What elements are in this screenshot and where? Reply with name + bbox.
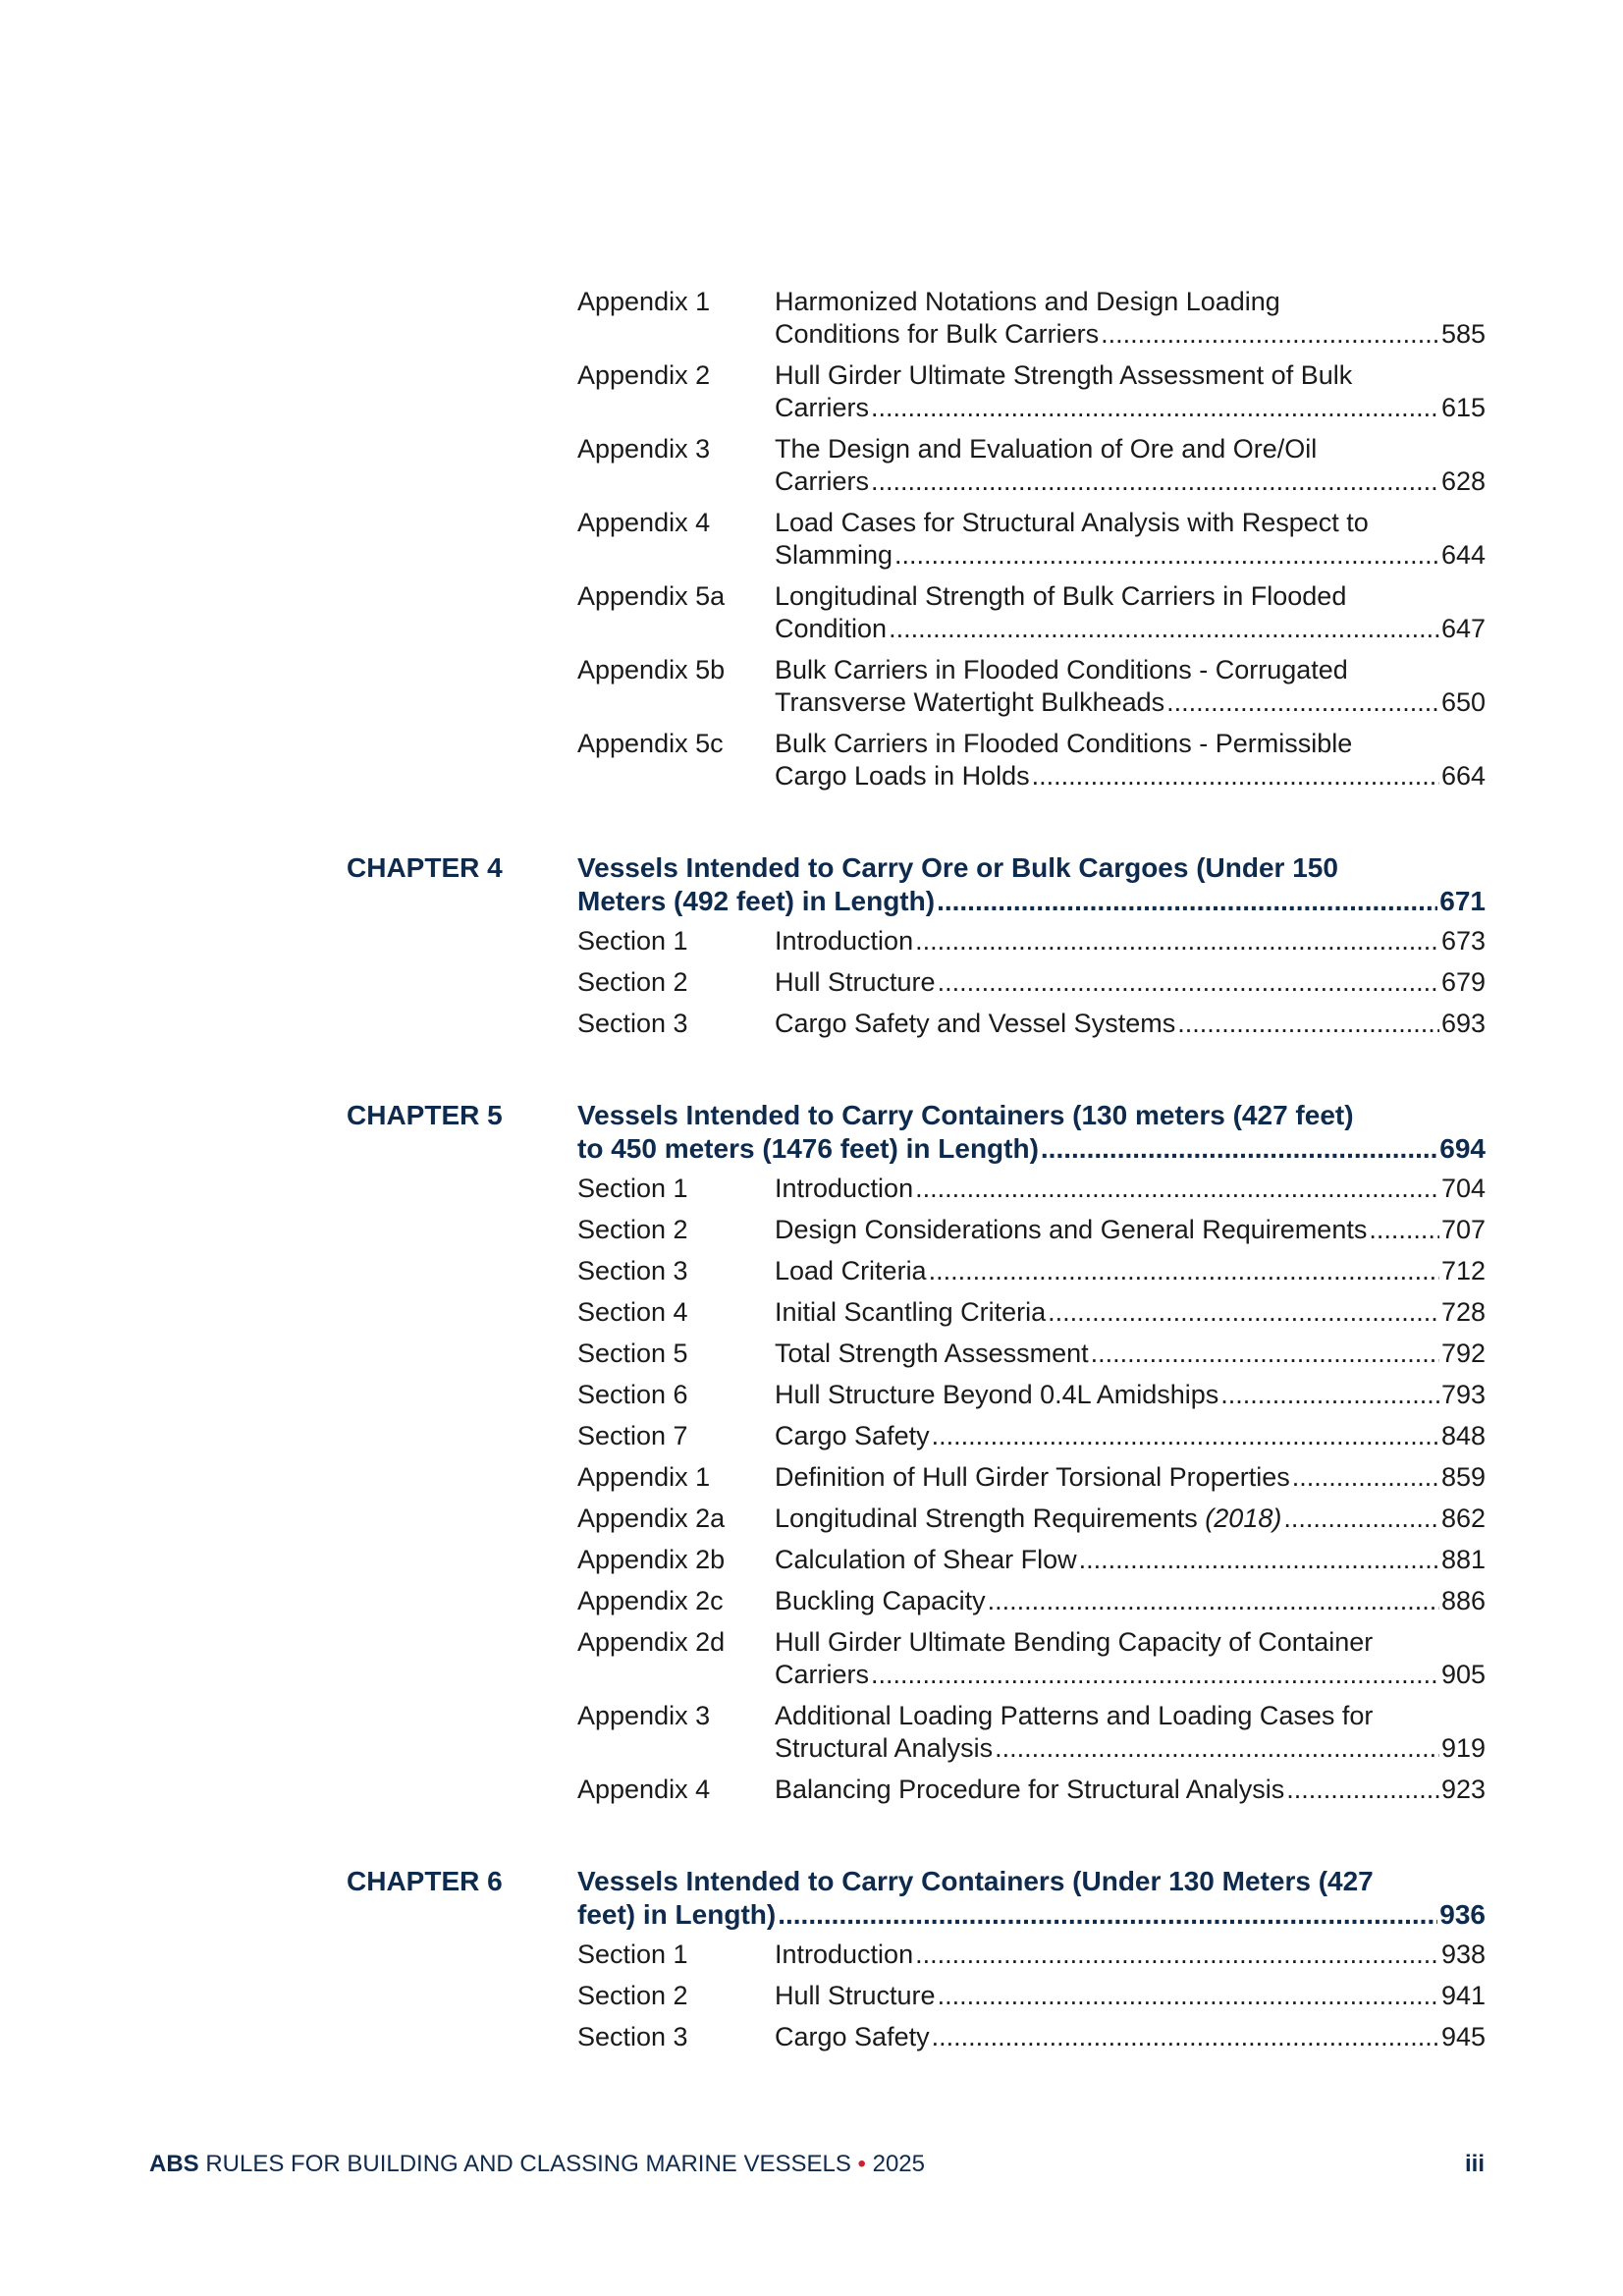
entry-title-main: Carriers <box>775 466 870 496</box>
entry-label: Section 1 <box>577 1940 688 1969</box>
toc-entry <box>0 575 1623 649</box>
entry-title-note: (2018) <box>1205 1503 1282 1533</box>
toc-entry <box>0 1934 1623 1975</box>
entry-label: Appendix 2c <box>577 1586 724 1615</box>
chapter-label: CHAPTER 5 <box>347 1100 503 1130</box>
entry-title-line2 <box>775 1659 1486 1691</box>
footer-year: 2025 <box>865 2151 925 2177</box>
leader-dots <box>1369 1214 1439 1246</box>
leader-dots <box>988 1585 1439 1617</box>
entry-title-line1: The Design and Evaluation of Ore and Ore/Oil <box>775 434 1318 464</box>
leader-dots <box>1041 1132 1437 1166</box>
entry-title-main: Carriers <box>775 1660 870 1689</box>
entry-title <box>775 1774 1486 1806</box>
entry-page: 664 <box>1440 761 1486 791</box>
toc-entry <box>0 428 1623 502</box>
entry-title <box>775 433 1486 498</box>
entry-title <box>775 925 1486 957</box>
chapter-title-line1: Vessels Intended to Carry Ore or Bulk Cargoes (Under 150 <box>577 852 1338 883</box>
toc-entry <box>0 1415 1623 1456</box>
leader-dots <box>1286 1774 1439 1806</box>
entry-title-main: Cargo Loads in Holds <box>775 761 1030 791</box>
entry-title-text <box>775 1008 1175 1040</box>
entry-label: Section 3 <box>577 1256 688 1285</box>
entry-page: 923 <box>1440 1775 1486 1804</box>
leader-dots <box>995 1732 1439 1765</box>
entry-label: Appendix 5c <box>577 729 724 758</box>
entry-label: Appendix 2 <box>577 360 711 390</box>
entry-label: Appendix 5b <box>577 655 726 684</box>
toc-entry <box>0 355 1623 428</box>
chapter-title-line1: Vessels Intended to Carry Containers (Under 130 Meters (427 <box>577 1866 1374 1896</box>
entry-title-text <box>775 1296 1046 1329</box>
entry-page: 647 <box>1440 614 1486 643</box>
toc-entry <box>0 502 1623 575</box>
entry-label: Appendix 4 <box>577 1775 711 1804</box>
page-number: iii <box>1465 2151 1486 2177</box>
entry-page: 881 <box>1440 1545 1486 1574</box>
toc-entry <box>0 1498 1623 1539</box>
chapter-heading <box>0 1859 1623 1934</box>
footer-publication: RULES FOR BUILDING AND CLASSING MARINE VESSELS <box>198 2151 858 2177</box>
entry-title <box>775 1296 1486 1329</box>
entry-title-main: Cargo Safety and Vessel Systems <box>775 1009 1176 1038</box>
entry-page: 728 <box>1440 1297 1486 1327</box>
leader-dots <box>937 885 1437 918</box>
entry-page: 905 <box>1440 1660 1486 1689</box>
entry-title-text <box>775 1774 1284 1806</box>
entry-title-text <box>775 1214 1367 1246</box>
chapter-title-end: feet) in Length) <box>577 1899 777 1930</box>
toc-entry <box>0 1250 1623 1291</box>
leader-dots <box>1166 686 1439 719</box>
entry-title-line2 <box>775 1461 1486 1494</box>
leader-dots <box>1079 1544 1439 1576</box>
entry-title <box>775 1173 1486 1205</box>
entry-title-main: Transverse Watertight Bulkheads <box>775 687 1165 717</box>
entry-page: 941 <box>1440 1981 1486 2010</box>
entry-title-text <box>775 1173 913 1205</box>
entry-label: Appendix 5a <box>577 581 726 611</box>
entry-page: 919 <box>1440 1733 1486 1763</box>
entry-title-line2 <box>775 1503 1486 1535</box>
entry-title-text <box>775 1939 913 1971</box>
leader-dots <box>1091 1338 1439 1370</box>
entry-page: 859 <box>1440 1462 1486 1492</box>
entry-title-text <box>775 1461 1290 1494</box>
leader-dots <box>932 2021 1439 2053</box>
entry-title-line1: Load Cases for Structural Analysis with Respect to <box>775 508 1369 537</box>
entry-label: Appendix 1 <box>577 287 711 316</box>
leader-dots <box>1177 1008 1439 1040</box>
entry-title-text <box>775 539 893 572</box>
leader-dots <box>871 465 1439 498</box>
entry-label: Appendix 3 <box>577 1701 711 1730</box>
toc-entry <box>0 1374 1623 1415</box>
entry-page: 792 <box>1440 1339 1486 1368</box>
entry-title-line2 <box>775 613 1486 645</box>
toc-entry <box>0 1168 1623 1209</box>
entry-title <box>775 1544 1486 1576</box>
chapter-title-line1: Vessels Intended to Carry Containers (130 meters (427 feet) <box>577 1100 1354 1130</box>
entry-title-main: Structural Analysis <box>775 1733 994 1763</box>
entry-title <box>775 654 1486 719</box>
entry-title <box>775 286 1486 351</box>
entry-title-line2 <box>775 1420 1486 1452</box>
footer-brand: ABS <box>149 2151 199 2177</box>
entry-title-line1: Longitudinal Strength of Bulk Carriers in Flooded <box>775 581 1347 611</box>
toc-entry <box>0 1695 1623 1769</box>
entry-label: Section 2 <box>577 1981 688 2010</box>
leader-dots <box>938 966 1439 999</box>
entry-title-line1: Additional Loading Patterns and Loading Cases for <box>775 1701 1374 1730</box>
entry-page: 862 <box>1440 1503 1486 1533</box>
entry-label: Appendix 2a <box>577 1503 726 1533</box>
toc-entry <box>0 1539 1623 1580</box>
entry-page: 644 <box>1440 540 1486 570</box>
chapter-label: CHAPTER 6 <box>347 1866 503 1896</box>
chapter-label: CHAPTER 4 <box>347 852 503 883</box>
toc-entry <box>0 920 1623 961</box>
entry-title-main: Introduction <box>775 1940 914 1969</box>
entry-title-line2 <box>775 686 1486 719</box>
entry-label: Appendix 1 <box>577 1462 711 1492</box>
entry-title <box>775 507 1486 572</box>
entry-title-main: Initial Scantling Criteria <box>775 1297 1047 1327</box>
toc-entry <box>0 649 1623 723</box>
toc-entry <box>0 1333 1623 1374</box>
entry-title-main: Introduction <box>775 926 914 956</box>
entry-title-main: Cargo Safety <box>775 2022 930 2051</box>
chapter-page: 671 <box>1439 886 1486 916</box>
entry-title <box>775 1338 1486 1370</box>
entry-title-line2 <box>775 925 1486 957</box>
leader-dots <box>894 539 1439 572</box>
entry-title-text <box>775 1379 1218 1411</box>
entry-title-line2 <box>775 465 1486 498</box>
entry-title-line2 <box>775 1255 1486 1287</box>
entry-title <box>775 580 1486 645</box>
footer-title <box>149 2151 925 2178</box>
entry-label: Section 5 <box>577 1339 688 1368</box>
chapter-title <box>577 1099 1486 1166</box>
entry-title-main: Buckling Capacity <box>775 1586 986 1615</box>
entry-title-text <box>775 1420 930 1452</box>
chapter-title-end: to 450 meters (1476 feet) in Length) <box>577 1133 1039 1164</box>
entry-page: 793 <box>1440 1380 1486 1409</box>
entry-page: 707 <box>1440 1215 1486 1244</box>
entry-page: 712 <box>1440 1256 1486 1285</box>
entry-label: Appendix 2b <box>577 1545 726 1574</box>
toc-entry <box>0 1975 1623 2016</box>
entry-title-main: Introduction <box>775 1174 914 1203</box>
leader-dots <box>871 1659 1439 1691</box>
entry-title-line2 <box>775 760 1486 793</box>
entry-title-text <box>775 1503 1281 1535</box>
entry-page: 938 <box>1440 1940 1486 1969</box>
entry-title <box>775 1420 1486 1452</box>
chapter-heading <box>0 1093 1623 1168</box>
leader-dots <box>915 1939 1439 1971</box>
entry-title-text <box>775 2021 930 2053</box>
entry-title-text <box>775 1732 993 1765</box>
entry-label: Section 3 <box>577 2022 688 2051</box>
entry-title-line2 <box>775 1338 1486 1370</box>
entry-title-line1: Bulk Carriers in Flooded Conditions - Corrugated <box>775 655 1348 684</box>
entry-title <box>775 1379 1486 1411</box>
entry-title-main: Load Criteria <box>775 1256 927 1285</box>
entry-label: Appendix 3 <box>577 434 711 464</box>
entry-title-main: Balancing Procedure for Structural Analysis <box>775 1775 1285 1804</box>
entry-title <box>775 1255 1486 1287</box>
entry-label: Appendix 4 <box>577 508 711 537</box>
entry-title-line2 <box>775 1774 1486 1806</box>
entry-page: 848 <box>1440 1421 1486 1450</box>
entry-title <box>775 1461 1486 1494</box>
entry-title <box>775 1008 1486 1040</box>
leader-dots <box>1283 1503 1439 1535</box>
chapter-title <box>577 1865 1486 1932</box>
toc-entry <box>0 1291 1623 1333</box>
entry-title-line2 <box>775 1173 1486 1205</box>
chapter-page: 694 <box>1439 1133 1486 1164</box>
entry-title-text <box>775 1585 986 1617</box>
entry-title-line1: Harmonized Notations and Design Loading <box>775 287 1280 316</box>
entry-title-text <box>775 760 1030 793</box>
entry-page: 886 <box>1440 1586 1486 1615</box>
entry-title-line2 <box>775 966 1486 999</box>
entry-label: Appendix 2d <box>577 1627 726 1657</box>
entry-title-line2 <box>775 539 1486 572</box>
entry-title-text <box>775 465 869 498</box>
chapter-title-line2 <box>577 1898 1486 1932</box>
entry-label: Section 2 <box>577 1215 688 1244</box>
chapter-title-line2 <box>577 1132 1486 1166</box>
entry-title-line2 <box>775 1980 1486 2012</box>
entry-title-main: Conditions for Bulk Carriers <box>775 319 1100 349</box>
chapter-title-end: Meters (492 feet) in Length) <box>577 886 936 916</box>
toc-entry <box>0 281 1623 355</box>
entry-title-main: Hull Structure Beyond 0.4L Amidships <box>775 1380 1219 1409</box>
entry-title-main: Slamming <box>775 540 893 570</box>
entry-title-main: Calculation of Shear Flow <box>775 1545 1077 1574</box>
entry-title-line2 <box>775 1008 1486 1040</box>
entry-title-text <box>775 1338 1089 1370</box>
entry-title-text <box>775 392 869 424</box>
leader-dots <box>932 1420 1439 1452</box>
toc-entry <box>0 1456 1623 1498</box>
entry-title <box>775 1503 1486 1535</box>
entry-title-line1: Hull Girder Ultimate Strength Assessment of Bulk <box>775 360 1353 390</box>
toc-entry <box>0 1003 1623 1044</box>
leader-dots <box>1292 1461 1439 1494</box>
entry-title <box>775 1980 1486 2012</box>
entry-title <box>775 359 1486 424</box>
leader-dots <box>1032 760 1439 793</box>
entry-label: Section 3 <box>577 1009 688 1038</box>
entry-title-line2 <box>775 2021 1486 2053</box>
entry-title-line2 <box>775 1585 1486 1617</box>
entry-title <box>775 1700 1486 1765</box>
entry-page: 585 <box>1440 319 1486 349</box>
toc-entry <box>0 1621 1623 1695</box>
entry-label: Section 6 <box>577 1380 688 1409</box>
entry-title-main: Hull Structure <box>775 967 936 997</box>
entry-title-main: Definition of Hull Girder Torsional Properties <box>775 1462 1290 1492</box>
entry-title-text <box>775 966 936 999</box>
chapter-page: 936 <box>1439 1899 1486 1930</box>
entry-page: 679 <box>1440 967 1486 997</box>
entry-page: 650 <box>1440 687 1486 717</box>
entry-title-line1: Hull Girder Ultimate Bending Capacity of Container <box>775 1627 1374 1657</box>
entry-title-main: Longitudinal Strength Requirements <box>775 1503 1198 1533</box>
leader-dots <box>889 613 1439 645</box>
entry-page: 704 <box>1440 1174 1486 1203</box>
entry-title-text <box>775 318 1099 351</box>
entry-title-text <box>775 1980 936 2012</box>
entry-title <box>775 2021 1486 2053</box>
entry-title-text <box>775 1659 869 1691</box>
entry-title-line2 <box>775 1732 1486 1765</box>
toc-entry <box>0 2016 1623 2057</box>
leader-dots <box>929 1255 1439 1287</box>
entry-title <box>775 728 1486 793</box>
entry-title-line2 <box>775 1214 1486 1246</box>
toc-entry <box>0 723 1623 796</box>
entry-title-text <box>775 1255 927 1287</box>
entry-title-main: Carriers <box>775 393 870 422</box>
entry-page: 693 <box>1440 1009 1486 1038</box>
leader-dots <box>915 925 1439 957</box>
chapter-heading <box>0 846 1623 920</box>
footer-bullet: • <box>857 2151 866 2177</box>
chapter-title-line2 <box>577 885 1486 918</box>
leader-dots <box>1101 318 1439 351</box>
entry-page: 945 <box>1440 2022 1486 2051</box>
entry-title-text <box>775 1544 1077 1576</box>
toc-entry <box>0 1580 1623 1621</box>
entry-label: Section 1 <box>577 1174 688 1203</box>
table-of-contents <box>0 281 1623 2057</box>
entry-page: 615 <box>1440 393 1486 422</box>
leader-dots <box>1048 1296 1439 1329</box>
leader-dots <box>915 1173 1439 1205</box>
entry-title-line2 <box>775 1379 1486 1411</box>
entry-title <box>775 1214 1486 1246</box>
toc-entry <box>0 1769 1623 1810</box>
entry-title <box>775 1585 1486 1617</box>
entry-title <box>775 966 1486 999</box>
entry-title-line2 <box>775 1544 1486 1576</box>
leader-dots <box>1220 1379 1439 1411</box>
entry-title-main: Condition <box>775 614 888 643</box>
entry-label: Section 4 <box>577 1297 688 1327</box>
entry-label: Section 1 <box>577 926 688 956</box>
entry-title <box>775 1939 1486 1971</box>
toc-entry <box>0 961 1623 1003</box>
entry-title <box>775 1626 1486 1691</box>
entry-title-main: Hull Structure <box>775 1981 936 2010</box>
entry-title-text <box>775 613 887 645</box>
entry-title-main: Cargo Safety <box>775 1421 930 1450</box>
entry-title-line2 <box>775 392 1486 424</box>
toc-entry <box>0 1209 1623 1250</box>
leader-dots <box>938 1980 1439 2012</box>
entry-page: 673 <box>1440 926 1486 956</box>
entry-title-line2 <box>775 1939 1486 1971</box>
entry-title-line2 <box>775 318 1486 351</box>
entry-title-line1: Bulk Carriers in Flooded Conditions - Permissible <box>775 729 1353 758</box>
entry-title-text <box>775 686 1164 719</box>
entry-title-text <box>775 925 913 957</box>
leader-dots <box>871 392 1439 424</box>
entry-title-main: Design Considerations and General Requirements <box>775 1215 1368 1244</box>
entry-title-main: Total Strength Assessment <box>775 1339 1089 1368</box>
chapter-title <box>577 851 1486 918</box>
entry-label: Section 2 <box>577 967 688 997</box>
entry-page: 628 <box>1440 466 1486 496</box>
entry-title-line2 <box>775 1296 1486 1329</box>
leader-dots <box>778 1898 1437 1932</box>
entry-label: Section 7 <box>577 1421 688 1450</box>
